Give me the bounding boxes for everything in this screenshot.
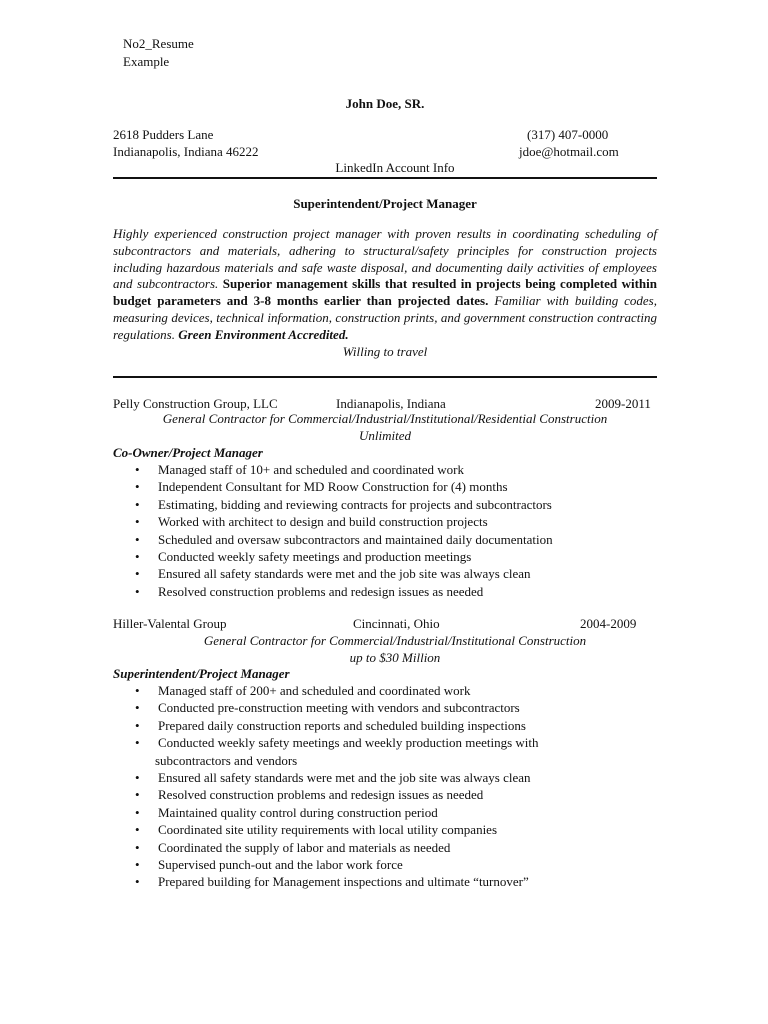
job-location: Cincinnati, Ohio — [353, 616, 440, 631]
list-item-continuation: subcontractors and vendors — [155, 752, 298, 768]
job-description-line: General Contractor for Commercial/Industrial/Institutional Construction — [203, 633, 587, 648]
job-dates: 2009-2011 — [595, 396, 651, 411]
job-header-2 — [113, 615, 657, 632]
job-description-line: up to $30 Million — [349, 650, 441, 665]
job-duties-2 — [113, 682, 657, 891]
email-address: jdoe@hotmail.com — [519, 144, 619, 159]
job-location: Indianapolis, Indiana — [336, 396, 446, 411]
list-item: • Supervised punch-out and the labor work force — [113, 856, 657, 873]
job-description-2 — [113, 632, 677, 666]
summary-divider — [113, 376, 657, 378]
summary-willing-to-travel: Willing to travel — [342, 343, 428, 359]
list-item: • Coordinated site utility requirements with local utility companies — [113, 821, 657, 838]
phone-number: (317) 407-0000 — [527, 127, 609, 142]
job-role-2: Superintendent/Project Manager — [113, 666, 290, 681]
list-item: • Scheduled and oversaw subcontractors and maintained daily documentation — [113, 531, 657, 548]
list-item: • Managed staff of 200+ and scheduled and coordinated work — [113, 682, 657, 699]
list-item: • Ensured all safety standards were met and the job site was always clean — [113, 565, 657, 582]
summary-accreditation: Green Environment Accredited. — [178, 326, 349, 342]
job-company: Hiller-Valental Group — [113, 616, 227, 631]
summary-text-1: Highly experienced construction project manager with proven results in coordinating scheduling of subcontractors and materials, adhering to structural/safety principles for construction projects including hazardous materials and safe waste disposal, and documenting daily activities of employees and subcontractors. — [113, 226, 657, 292]
list-item: • Resolved construction problems and redesign issues as needed — [113, 583, 657, 600]
list-item: • Worked with architect to design and build construction projects — [113, 513, 657, 530]
address-line1: 2618 Pudders Lane — [113, 127, 214, 142]
document-label-line1: No2_Resume — [123, 36, 194, 51]
list-item: • Prepared daily construction reports and scheduled building inspections — [113, 717, 657, 734]
address-line2: Indianapolis, Indiana 46222 — [113, 144, 259, 159]
list-item: • Managed staff of 10+ and scheduled and coordinated work — [113, 461, 657, 478]
job-company: Pelly Construction Group, LLC — [113, 396, 278, 411]
document-label-line2: Example — [123, 54, 170, 69]
linkedin-info: LinkedIn Account Info — [335, 160, 455, 175]
list-item: • Resolved construction problems and redesign issues as needed — [113, 786, 657, 803]
summary-paragraph — [113, 226, 657, 360]
list-item: • Maintained quality control during construction period — [113, 804, 657, 821]
list-item: • Prepared building for Management inspections and ultimate “turnover” — [113, 873, 657, 890]
list-item: • Coordinated the supply of labor and materials as needed — [113, 839, 657, 856]
list-item: • Estimating, bidding and reviewing contracts for projects and subcontractors — [113, 496, 657, 513]
headline-title: Superintendent/Project Manager — [293, 196, 477, 211]
summary-highlight: Superior management skills that resulted in projects being completed within budget parameters and 3-8 months earlier than projected dates. — [113, 276, 658, 309]
job-dates: 2004-2009 — [580, 616, 637, 631]
list-item: • Ensured all safety standards were met and the job site was always clean — [113, 769, 657, 786]
list-item: • Conducted weekly safety meetings and production meetings — [113, 548, 657, 565]
candidate-name: John Doe, SR. — [345, 96, 425, 111]
header-divider — [113, 177, 657, 179]
job-duties-1 — [113, 461, 657, 600]
summary-text-2: Familiar with building codes, measuring devices, technical information, construction prints, and government construction contracting regulations. — [113, 293, 657, 342]
list-item: • Conducted pre-construction meeting with vendors and subcontractors — [113, 699, 657, 716]
job-description-line: General Contractor for Commercial/Industrial/Institutional/Residential Construction — [162, 411, 608, 426]
list-item-line: Conducted weekly safety meetings and weekly production meetings with — [158, 735, 539, 751]
list-item — [113, 734, 657, 769]
job-role-1: Co-Owner/Project Manager — [113, 445, 263, 460]
job-description-1 — [113, 410, 657, 444]
list-item: • Independent Consultant for MD Roow Construction for (4) months — [113, 478, 657, 495]
job-description-line: Unlimited — [359, 428, 411, 443]
